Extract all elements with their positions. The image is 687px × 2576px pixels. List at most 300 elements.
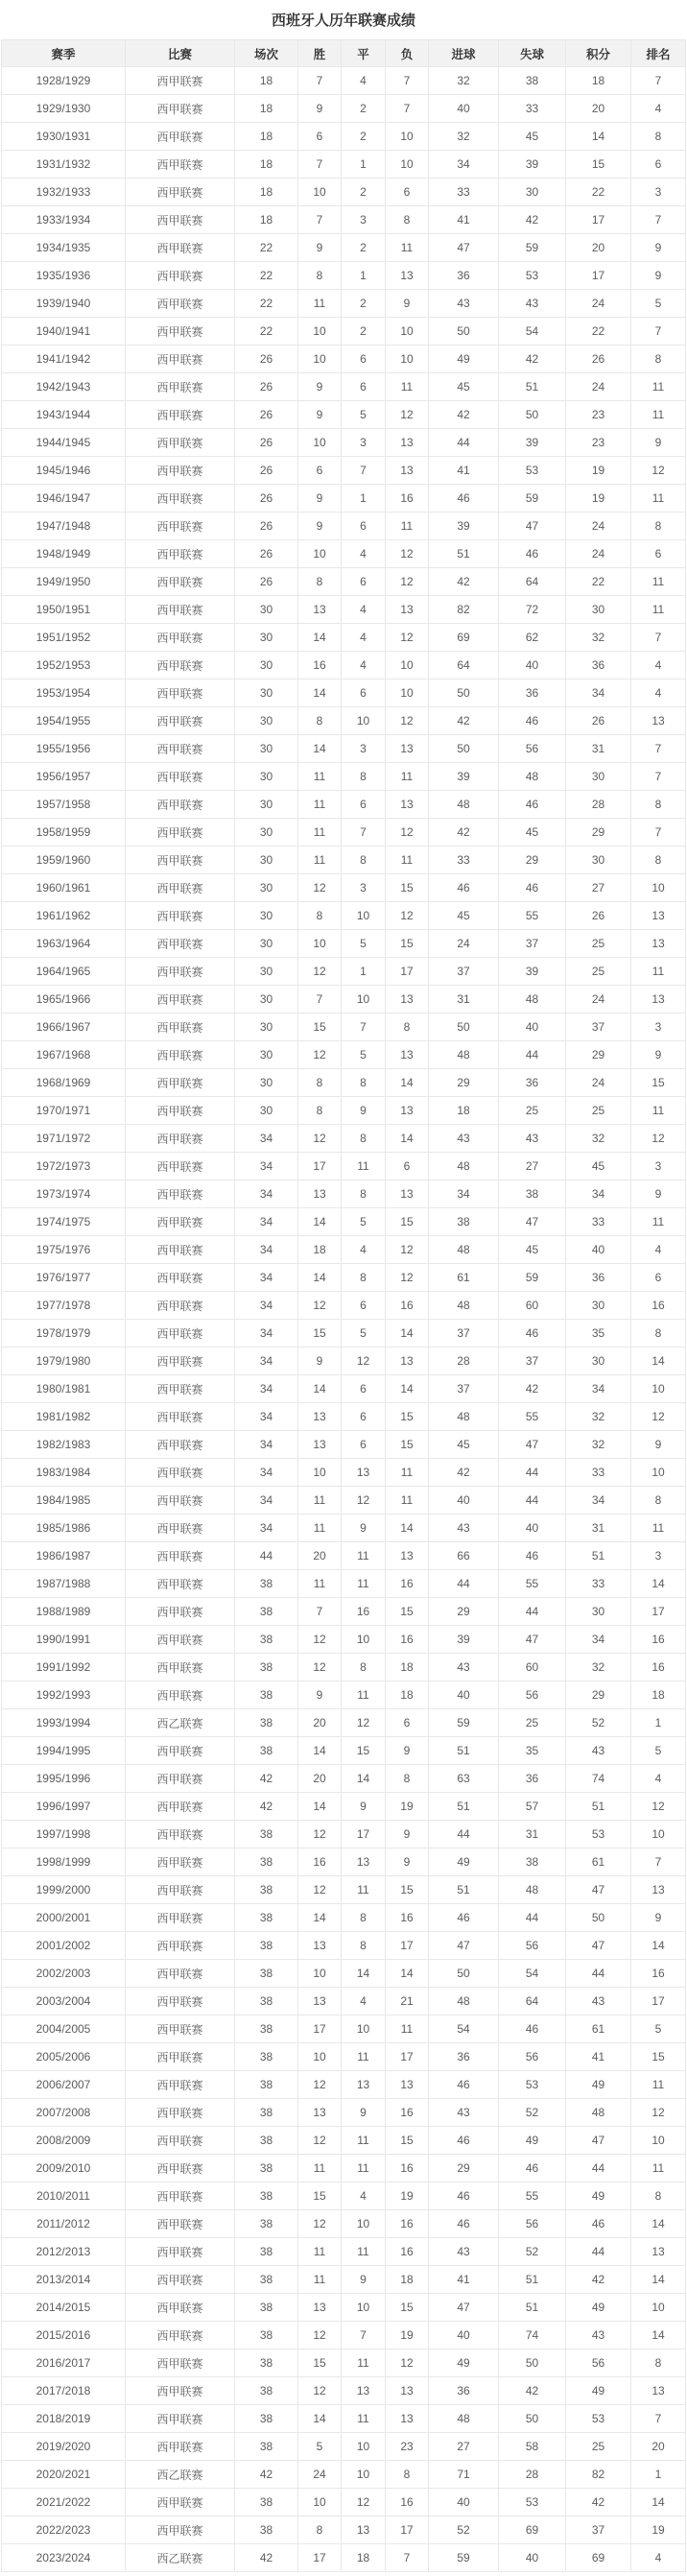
table-cell: 16 (386, 2238, 429, 2266)
table-cell: 27 (499, 1153, 566, 1181)
table-cell: 5 (631, 1737, 686, 1765)
table-cell: 1975/1976 (2, 1236, 126, 1264)
table-cell: 11 (298, 1570, 342, 1598)
table-cell: 40 (499, 2544, 566, 2572)
table-cell: 11 (386, 1459, 429, 1487)
table-cell: 46 (499, 874, 566, 902)
table-cell: 7 (298, 986, 342, 1014)
table-cell: 31 (566, 1515, 631, 1542)
table-cell: 24 (566, 1069, 631, 1097)
table-cell: 5 (342, 1320, 386, 1348)
table-cell: 6 (342, 346, 386, 373)
table-row (2, 624, 686, 652)
table-cell: 38 (235, 2043, 298, 2071)
table-cell: 40 (429, 95, 499, 123)
table-cell: 50 (429, 735, 499, 763)
table-cell: 西甲联赛 (126, 1598, 235, 1626)
table-cell: 48 (429, 1153, 499, 1181)
table-cell: 西甲联赛 (126, 151, 235, 179)
table-cell: 2003/2004 (2, 1988, 126, 2015)
table-row (2, 652, 686, 680)
table-cell: 15 (386, 874, 429, 902)
table-row (2, 540, 686, 568)
table-cell: 49 (429, 1849, 499, 1876)
table-cell: 13 (298, 1181, 342, 1208)
table-cell: 30 (566, 763, 631, 791)
table-cell: 1946/1947 (2, 485, 126, 513)
table-cell: 11 (631, 1515, 686, 1542)
table-cell: 39 (499, 958, 566, 986)
table-cell: 26 (235, 429, 298, 457)
table-cell: 7 (631, 624, 686, 652)
table-cell: 26 (235, 540, 298, 568)
table-cell: 13 (386, 1097, 429, 1125)
table-cell: 14 (298, 1264, 342, 1292)
table-cell: 1955/1956 (2, 735, 126, 763)
table-cell: 7 (386, 95, 429, 123)
table-cell: 8 (631, 513, 686, 540)
table-cell: 13 (298, 1932, 342, 1960)
table-cell: 47 (429, 1932, 499, 1960)
table-cell: 52 (499, 2238, 566, 2266)
table-cell: 12 (298, 1821, 342, 1849)
table-cell: 8 (298, 1097, 342, 1125)
table-cell: 1929/1930 (2, 95, 126, 123)
table-cell: 8 (298, 568, 342, 596)
table-cell: 1983/1984 (2, 1459, 126, 1487)
table-cell: 西甲联赛 (126, 1654, 235, 1682)
table-cell: 69 (429, 624, 499, 652)
table-cell: 32 (429, 67, 499, 95)
table-cell: 1990/1991 (2, 1626, 126, 1654)
table-cell: 9 (298, 234, 342, 262)
table-cell: 1966/1967 (2, 1014, 126, 1041)
table-cell: 30 (235, 707, 298, 735)
table-cell: 42 (499, 206, 566, 234)
table-cell: 1931/1932 (2, 151, 126, 179)
table-cell: 3 (342, 206, 386, 234)
table-cell: 西甲联赛 (126, 2377, 235, 2405)
table-cell: 西甲联赛 (126, 2349, 235, 2377)
table-cell: 10 (631, 1375, 686, 1403)
table-cell: 38 (235, 2238, 298, 2266)
table-cell: 11 (298, 847, 342, 874)
table-row (2, 2433, 686, 2461)
table-cell: 40 (429, 1682, 499, 1709)
table-cell: 1944/1945 (2, 429, 126, 457)
table-cell: 10 (342, 2433, 386, 2461)
table-cell: 38 (235, 1988, 298, 2015)
table-cell: 38 (235, 2071, 298, 2099)
table-cell: 9 (631, 1431, 686, 1459)
table-cell: 10 (631, 1821, 686, 1849)
table-cell: 11 (342, 2349, 386, 2377)
table-row (2, 2238, 686, 2266)
table-row (2, 123, 686, 151)
table-cell: 西甲联赛 (126, 568, 235, 596)
table-cell: 1992/1993 (2, 1682, 126, 1709)
table-cell: 26 (235, 457, 298, 485)
table-cell: 13 (386, 262, 429, 290)
table-cell: 15 (298, 2182, 342, 2210)
table-cell: 西乙联赛 (126, 1709, 235, 1737)
table-cell: 49 (566, 2071, 631, 2099)
table-cell: 26 (235, 346, 298, 373)
table-cell: 西甲联赛 (126, 680, 235, 707)
table-cell: 1998/1999 (2, 1849, 126, 1876)
table-row (2, 1097, 686, 1125)
table-row (2, 1626, 686, 1654)
table-cell: 42 (499, 2377, 566, 2405)
table-cell: 38 (235, 2294, 298, 2322)
table-cell: 24 (566, 986, 631, 1014)
table-cell: 46 (499, 1542, 566, 1570)
table-cell: 13 (342, 1459, 386, 1487)
table-cell: 18 (235, 151, 298, 179)
table-cell: 1964/1965 (2, 958, 126, 986)
table-row (2, 1821, 686, 1849)
table-cell: 7 (342, 457, 386, 485)
table-cell: 8 (342, 1181, 386, 1208)
table-cell: 19 (631, 2516, 686, 2544)
table-cell: 42 (499, 1375, 566, 1403)
table-cell: 11 (386, 763, 429, 791)
table-cell: 10 (298, 1960, 342, 1988)
table-cell: 14 (342, 1960, 386, 1988)
table-cell: 28 (566, 791, 631, 819)
table-cell: 15 (386, 2127, 429, 2155)
table-cell: 西甲联赛 (126, 847, 235, 874)
table-cell: 50 (566, 1904, 631, 1932)
table-cell: 11 (386, 1487, 429, 1515)
table-cell: 36 (429, 2043, 499, 2071)
table-cell: 38 (429, 1208, 499, 1236)
table-cell: 4 (342, 2182, 386, 2210)
table-cell: 74 (499, 2322, 566, 2349)
table-cell: 13 (386, 2405, 429, 2433)
table-cell: 11 (342, 2127, 386, 2155)
table-cell: 1928/1929 (2, 67, 126, 95)
table-cell: 13 (386, 1041, 429, 1069)
table-cell: 西甲联赛 (126, 234, 235, 262)
table-cell: 54 (499, 1960, 566, 1988)
table-cell: 6 (386, 179, 429, 206)
table-cell: 10 (631, 874, 686, 902)
table-cell: 38 (235, 1904, 298, 1932)
table-cell: 3 (342, 429, 386, 457)
table-cell: 西甲联赛 (126, 1292, 235, 1320)
table-cell: 38 (235, 2099, 298, 2127)
table-cell: 西甲联赛 (126, 791, 235, 819)
table-cell: 24 (566, 373, 631, 401)
table-cell: 13 (386, 1348, 429, 1375)
table-cell: 22 (235, 234, 298, 262)
table-cell: 69 (566, 2544, 631, 2572)
table-cell: 59 (429, 2544, 499, 2572)
table-cell: 2000/2001 (2, 1904, 126, 1932)
table-cell: 11 (342, 2155, 386, 2182)
table-cell: 7 (631, 206, 686, 234)
table-cell: 6 (631, 1264, 686, 1292)
table-row (2, 67, 686, 95)
table-cell: 59 (429, 1709, 499, 1737)
table-cell: 1978/1979 (2, 1320, 126, 1348)
table-cell: 34 (235, 1515, 298, 1542)
table-cell: 16 (631, 1654, 686, 1682)
table-cell: 西甲联赛 (126, 2015, 235, 2043)
table-cell: 8 (631, 2349, 686, 2377)
table-cell: 6 (631, 540, 686, 568)
table-cell: 11 (298, 2155, 342, 2182)
table-cell: 30 (235, 1014, 298, 1041)
table-cell: 46 (429, 485, 499, 513)
table-cell: 17 (386, 958, 429, 986)
table-cell: 1949/1950 (2, 568, 126, 596)
table-cell: 1971/1972 (2, 1125, 126, 1153)
table-cell: 39 (429, 763, 499, 791)
table-cell: 10 (386, 318, 429, 346)
table-row (2, 1125, 686, 1153)
table-cell: 2006/2007 (2, 2071, 126, 2099)
table-cell: 40 (499, 1014, 566, 1041)
table-cell: 19 (566, 485, 631, 513)
table-cell: 10 (342, 986, 386, 1014)
table-cell: 34 (429, 1181, 499, 1208)
table-cell: 53 (566, 1821, 631, 1849)
table-cell: 12 (298, 2127, 342, 2155)
table-cell: 82 (429, 596, 499, 624)
table-cell: 西甲联赛 (126, 819, 235, 847)
table-cell: 西甲联赛 (126, 2099, 235, 2127)
table-cell: 14 (298, 2405, 342, 2433)
table-cell: 2 (342, 234, 386, 262)
table-row (2, 2127, 686, 2155)
table-cell: 1939/1940 (2, 290, 126, 318)
table-cell: 西甲联赛 (126, 1041, 235, 1069)
table-cell: 25 (566, 1097, 631, 1125)
table-cell: 45 (429, 902, 499, 930)
table-cell: 14 (298, 1793, 342, 1821)
table-cell: 47 (499, 1626, 566, 1654)
table-cell: 30 (235, 624, 298, 652)
table-cell: 西甲联赛 (126, 1348, 235, 1375)
table-cell: 2 (342, 123, 386, 151)
table-cell: 56 (499, 2210, 566, 2238)
table-cell: 11 (298, 819, 342, 847)
table-cell: 38 (235, 2210, 298, 2238)
table-cell: 1972/1973 (2, 1153, 126, 1181)
table-cell: 西甲联赛 (126, 95, 235, 123)
table-row (2, 2294, 686, 2322)
table-cell: 69 (499, 2516, 566, 2544)
table-cell: 7 (298, 67, 342, 95)
table-cell: 西甲联赛 (126, 2043, 235, 2071)
table-cell: 18 (386, 1682, 429, 1709)
table-cell: 西甲联赛 (126, 2489, 235, 2516)
table-cell: 8 (342, 1932, 386, 1960)
table-cell: 2016/2017 (2, 2349, 126, 2377)
table-cell: 6 (631, 151, 686, 179)
table-cell: 17 (386, 2516, 429, 2544)
table-cell: 22 (235, 262, 298, 290)
table-cell: 2 (342, 318, 386, 346)
table-cell: 13 (631, 902, 686, 930)
table-row (2, 1431, 686, 1459)
table-cell: 55 (499, 1403, 566, 1431)
table-cell: 18 (235, 179, 298, 206)
table-cell: 11 (298, 1487, 342, 1515)
table-cell: 2 (342, 95, 386, 123)
table-cell: 29 (429, 1069, 499, 1097)
table-cell: 西甲联赛 (126, 485, 235, 513)
table-cell: 44 (429, 1570, 499, 1598)
table-cell: 46 (429, 2210, 499, 2238)
table-cell: 42 (235, 1793, 298, 1821)
table-cell: 48 (429, 2405, 499, 2433)
table-cell: 2012/2013 (2, 2238, 126, 2266)
table-cell: 10 (342, 2015, 386, 2043)
table-cell: 45 (499, 123, 566, 151)
table-cell: 13 (386, 735, 429, 763)
table-cell: 2015/2016 (2, 2322, 126, 2349)
table-cell: 19 (386, 2322, 429, 2349)
table-cell: 1942/1943 (2, 373, 126, 401)
table-cell: 8 (342, 1904, 386, 1932)
table-cell: 33 (429, 847, 499, 874)
table-row (2, 1542, 686, 1570)
table-cell: 51 (429, 1793, 499, 1821)
table-cell: 12 (386, 401, 429, 429)
table-row (2, 847, 686, 874)
table-row (2, 262, 686, 290)
column-header-8: 积分 (566, 40, 631, 67)
table-cell: 27 (566, 874, 631, 902)
table-cell: 9 (298, 1682, 342, 1709)
table-cell: 7 (631, 735, 686, 763)
table-row (2, 1375, 686, 1403)
table-cell: 10 (298, 318, 342, 346)
table-cell: 48 (499, 986, 566, 1014)
table-cell: 9 (631, 429, 686, 457)
table-cell: 46 (429, 1904, 499, 1932)
table-cell: 38 (235, 2155, 298, 2182)
table-cell: 17 (386, 1932, 429, 1960)
table-cell: 47 (429, 234, 499, 262)
table-cell: 14 (298, 1375, 342, 1403)
table-cell: 11 (386, 234, 429, 262)
table-cell: 1954/1955 (2, 707, 126, 735)
table-cell: 38 (235, 2127, 298, 2155)
table-cell: 西甲联赛 (126, 1737, 235, 1765)
table-cell: 64 (499, 1988, 566, 2015)
table-cell: 1995/1996 (2, 1765, 126, 1793)
table-cell: 西甲联赛 (126, 540, 235, 568)
table-cell: 24 (429, 930, 499, 958)
table-cell: 1977/1978 (2, 1292, 126, 1320)
table-cell: 11 (631, 596, 686, 624)
table-cell: 西甲联赛 (126, 1682, 235, 1709)
table-cell: 17 (298, 2544, 342, 2572)
table-cell: 13 (298, 1431, 342, 1459)
table-cell: 42 (429, 401, 499, 429)
table-cell: 49 (566, 2377, 631, 2405)
table-cell: 45 (566, 1153, 631, 1181)
table-cell: 40 (566, 1236, 631, 1264)
table-cell: 42 (429, 707, 499, 735)
table-cell: 41 (429, 206, 499, 234)
table-cell: 6 (342, 791, 386, 819)
table-cell: 17 (566, 206, 631, 234)
table-cell: 37 (566, 1014, 631, 1041)
table-cell: 25 (566, 958, 631, 986)
table-row (2, 2043, 686, 2071)
table-cell: 8 (631, 123, 686, 151)
table-cell: 8 (342, 1264, 386, 1292)
table-cell: 7 (298, 151, 342, 179)
table-cell: 11 (298, 2266, 342, 2294)
table-cell: 22 (566, 179, 631, 206)
table-cell: 1953/1954 (2, 680, 126, 707)
table-cell: 29 (566, 1041, 631, 1069)
table-cell: 61 (566, 2015, 631, 2043)
table-cell: 9 (631, 1904, 686, 1932)
table-row (2, 373, 686, 401)
table-cell: 西甲联赛 (126, 1487, 235, 1515)
table-cell: 6 (298, 123, 342, 151)
table-cell: 40 (429, 2322, 499, 2349)
table-cell: 11 (342, 1876, 386, 1904)
table-cell: 1968/1969 (2, 1069, 126, 1097)
table-cell: 西甲联赛 (126, 2127, 235, 2155)
table-cell: 12 (298, 958, 342, 986)
table-cell: 28 (499, 2461, 566, 2489)
table-cell: 16 (386, 1626, 429, 1654)
table-cell: 12 (342, 2489, 386, 2516)
table-cell: 3 (342, 874, 386, 902)
table-cell: 59 (499, 1264, 566, 1292)
table-cell: 西甲联赛 (126, 874, 235, 902)
table-cell: 25 (499, 1097, 566, 1125)
table-cell: 1961/1962 (2, 902, 126, 930)
table-cell: 4 (342, 596, 386, 624)
table-cell: 西甲联赛 (126, 1876, 235, 1904)
table-cell: 48 (429, 1041, 499, 1069)
table-cell: 16 (386, 2099, 429, 2127)
table-cell: 4 (342, 1236, 386, 1264)
table-cell: 13 (386, 791, 429, 819)
table-cell: 9 (342, 1515, 386, 1542)
table-row (2, 1988, 686, 2015)
table-cell: 38 (235, 1849, 298, 1876)
table-cell: 7 (342, 2322, 386, 2349)
table-cell: 64 (499, 568, 566, 596)
table-cell: 9 (631, 234, 686, 262)
table-cell: 10 (298, 540, 342, 568)
table-cell: 2 (342, 290, 386, 318)
table-cell: 西甲联赛 (126, 2405, 235, 2433)
table-cell: 40 (429, 1487, 499, 1515)
table-cell: 43 (566, 1988, 631, 2015)
table-cell: 38 (235, 2516, 298, 2544)
table-cell: 14 (298, 1904, 342, 1932)
table-cell: 49 (429, 2349, 499, 2377)
table-cell: 53 (499, 457, 566, 485)
table-cell: 36 (566, 652, 631, 680)
column-header-5: 负 (386, 40, 429, 67)
table-body (2, 67, 686, 2572)
table-cell: 30 (235, 1097, 298, 1125)
table-cell: 53 (566, 2405, 631, 2433)
